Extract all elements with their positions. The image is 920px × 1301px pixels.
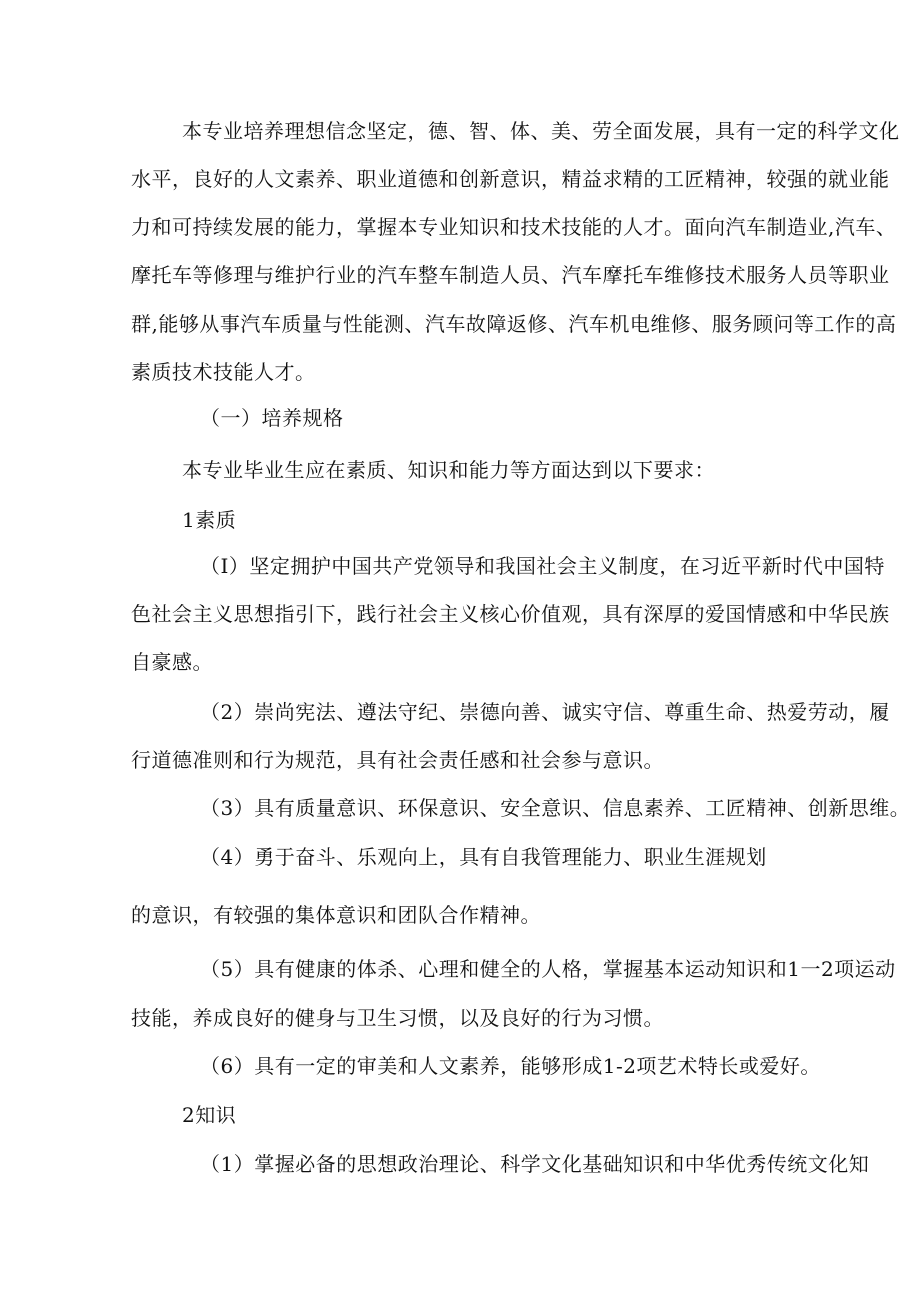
paragraph-line: 群,能够从事汽车质量与性能测、汽车故障返修、汽车机电维修、服务顾问等工作的高: [131, 312, 897, 336]
list-item-line: （I）坚定拥护中国共产党领导和我国社会主义制度，在习近平新时代中国特: [200, 554, 885, 578]
paragraph-line: 摩托车等修理与维护行业的汽车整车制造人员、汽车摩托车维修技术服务人员等职业: [131, 263, 890, 287]
paragraph-line: 力和可持续发展的能力，掌握本专业知识和技术技能的人才。面向汽车制造业,汽车、: [131, 215, 897, 239]
subsection-heading: 1素质: [182, 508, 237, 532]
subsection-heading: 2知识: [182, 1103, 237, 1127]
list-item-line: （5）具有健康的体杀、心理和健全的人格，掌握基本运动知识和1一2项运动: [200, 957, 896, 981]
list-item-line: （4）勇于奋斗、乐观向上，具有自我管理能力、职业生涯规划: [200, 845, 767, 869]
list-item-line: 技能，养成良好的健身与卫生习惯，以及良好的行为习惯。: [131, 1006, 664, 1030]
list-item-line: （6）具有一定的审美和人文素养，能够形成1-2项艺术特长或爱好。: [200, 1054, 821, 1078]
list-item-line: （1）掌握必备的思想政治理论、科学文化基础知识和中华优秀传统文化知: [200, 1152, 870, 1176]
list-item-line: （3）具有质量意识、环保意识、安全意识、信息素养、工匠精神、创新思维。: [200, 796, 911, 820]
paragraph-line: 本专业培养理想信念坚定，德、智、体、美、劳全面发展，具有一定的科学文化: [182, 119, 900, 143]
list-item-line: 的意识，有较强的集体意识和团队合作精神。: [131, 903, 541, 927]
paragraph-line: 水平，良好的人文素养、职业道德和创新意识，精益求精的工匠精神，较强的就业能: [131, 167, 890, 191]
list-item-line: 行道德准则和行为规范，具有社会责任感和社会参与意识。: [131, 748, 664, 772]
list-item-line: 自豪感。: [131, 650, 213, 674]
list-item-line: （2）崇尚宪法、遵法守纪、崇德向善、诚实守信、尊重生命、热爱劳动，履: [200, 700, 890, 724]
paragraph-line: 素质技术技能人才。: [131, 360, 316, 384]
paragraph-line: 本专业毕业生应在素质、知识和能力等方面达到以下要求：: [182, 458, 715, 482]
section-heading: （一）培养规格: [200, 406, 344, 430]
list-item-line: 色社会主义思想指引下，践行社会主义核心价值观，具有深厚的爱国情感和中华民族: [131, 602, 890, 626]
